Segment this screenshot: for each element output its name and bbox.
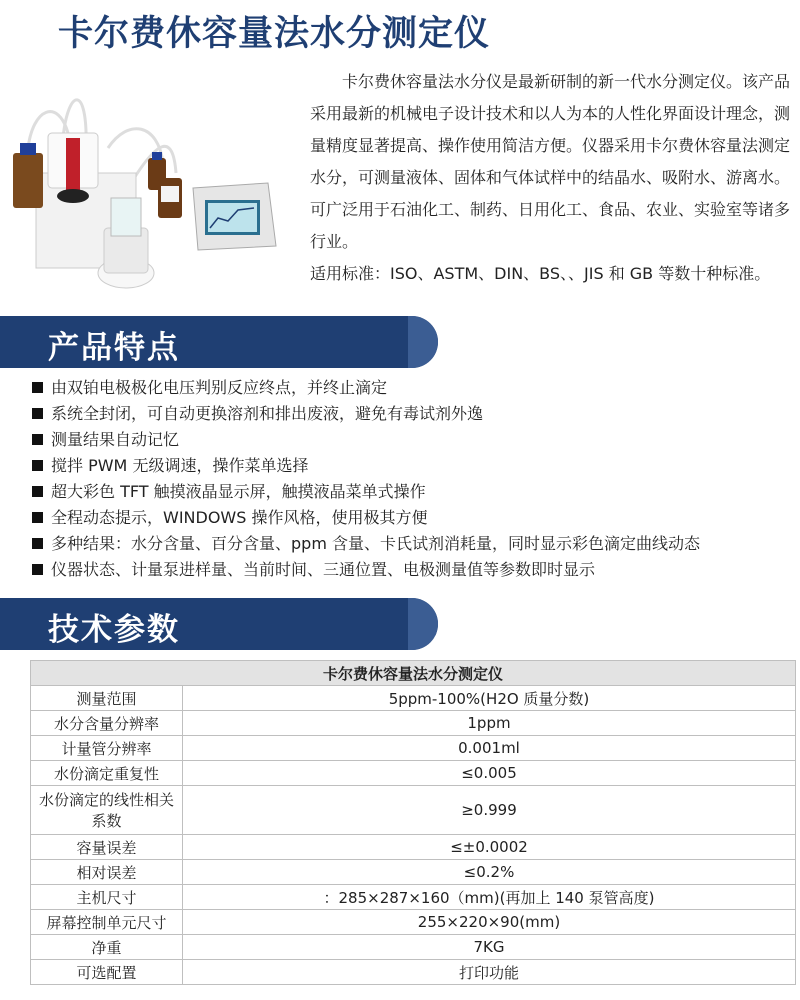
feature-item: 测量结果自动记忆 <box>32 427 700 453</box>
intro-paragraph: 卡尔费休容量法水分仪是最新研制的新一代水分测定仪。该产品采用最新的机械电子设计技术和以人为本的人性化界面设计理念，测量精度显著提高、操作使用简洁方便。仪器采用卡尔费休容量法测定水分，可测量液体、固体和气体试样中的结晶水、吸附水、游离水。可广泛用于石油化工、制药、日用化工、食品、农业、实验室等诸多行业。 <box>310 72 791 251</box>
table-row: 水份滴定重复性 ≤0.005 <box>31 761 796 786</box>
feature-item: 搅拌 PWM 无级调速，操作菜单选择 <box>32 453 700 479</box>
feature-item: 超大彩色 TFT 触摸液晶显示屏，触摸液晶菜单式操作 <box>32 479 700 505</box>
table-row: 计量管分辨率 0.001ml <box>31 736 796 761</box>
features-heading: 产品特点 <box>48 330 180 366</box>
table-row: 主机尺寸 ：285×287×160（mm)(再加上 140 泵管高度) <box>31 885 796 910</box>
feature-item: 全程动态提示，WINDOWS 操作风格，使用极其方便 <box>32 505 700 531</box>
feature-item: 多种结果：水分含量、百分含量、ppm 含量、卡氏试剂消耗量，同时显示彩色滴定曲线动态 <box>32 531 700 557</box>
table-row: 容量误差 ≤±0.0002 <box>31 835 796 860</box>
table-row: 测量范围 5ppm-100%(H2O 质量分数) <box>31 686 796 711</box>
table-row: 水份滴定的线性相关系数 ≥0.999 <box>31 786 796 835</box>
feature-item: 由双铂电极极化电压判别反应终点，并终止滴定 <box>32 375 700 401</box>
feature-item: 系统全封闭，可自动更换溶剂和排出废液，避免有毒试剂外逸 <box>32 401 700 427</box>
table-row: 相对误差 ≤0.2% <box>31 860 796 885</box>
feature-list <box>32 375 700 583</box>
product-intro <box>310 66 792 290</box>
intro-standards: 适用标准：ISO、ASTM、DIN、BS、、JIS 和 GB 等数十种标准。 <box>310 264 771 283</box>
table-row: 净重 7KG <box>31 935 796 960</box>
page-title: 卡尔费休容量法水分测定仪 <box>58 14 491 54</box>
feature-item: 仪器状态、计量泵进样量、当前时间、三通位置、电极测量值等参数即时显示 <box>32 557 700 583</box>
specs-heading: 技术参数 <box>48 612 180 648</box>
table-row: 可选配置 打印功能 <box>31 960 796 985</box>
product-photo <box>8 78 288 298</box>
table-row: 屏幕控制单元尺寸 255×220×90(mm) <box>31 910 796 935</box>
spec-table <box>30 660 796 985</box>
features-banner <box>0 316 438 368</box>
table-row: 水分含量分辨率 1ppm <box>31 711 796 736</box>
spec-table-title: 卡尔费休容量法水分测定仪 <box>31 661 796 686</box>
specs-banner <box>0 598 438 650</box>
